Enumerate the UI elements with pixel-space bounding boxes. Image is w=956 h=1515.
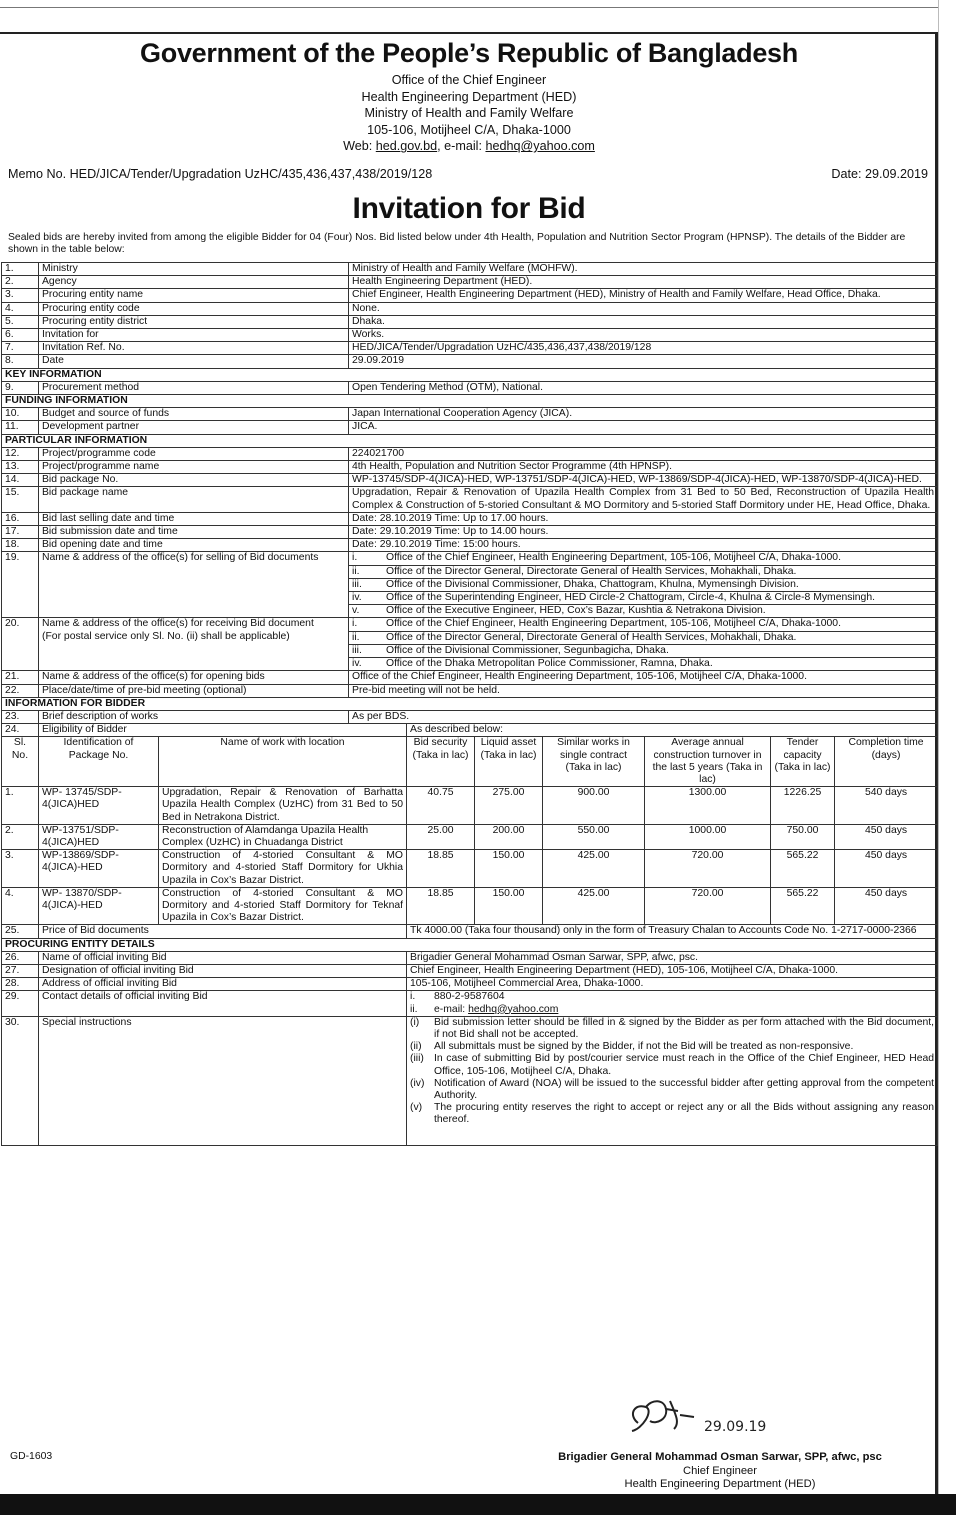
section-heading: INFORMATION FOR BIDDER [2,697,938,710]
table-row: 22. Place/date/time of pre-bid meeting (optional) Pre-bid meeting will not be held. [2,684,938,697]
table-row: 11. Development partner JICA. [2,421,938,434]
department-name: Health Engineering Department (HED) [361,89,577,104]
table-row: 25. Price of Bid documents Tk 4000.00 (Taka four thousand) only in the form of Treasury Chalan to Accounts Code No. 1-2717-0000-2366 [2,925,938,938]
phone-number: 880-2-9587604 [434,991,505,1003]
gd-code: GD-1603 [10,1451,53,1462]
table-row: 14. Bid package No. WP-13745/SDP-4(JICA)-HED, WP-13751/SDP-4(JICA)-HED, WP-13869/SDP-4(JICA)-HED, WP-13870/SDP-4(JICA)-HED. [2,474,938,487]
office-address-block [0,72,938,155]
email-link[interactable]: hedhq@yahoo.com [485,139,595,154]
section-heading: PARTICULAR INFORMATION [2,434,938,447]
table-row: 12. Project/programme code 224021700 [2,447,938,460]
contact-details: i. 880-2-9587604 ii. e-mail: hedhq@yahoo.com [407,991,938,1016]
table-row: 16. Bid last selling date and time Date: 28.10.2019 Time: Up to 17.00 hours. [2,512,938,525]
table-row: 8. Date 29.09.2019 [2,355,938,368]
web-line: Web: hed.gov.bd, e-mail: hedhq@yahoo.com [343,139,595,154]
signature-block [520,1451,920,1492]
section-heading: PROCURING ENTITY DETAILS [2,938,938,951]
table-row: 3. Procuring entity name Chief Engineer, Health Engineering Department (HED), Ministry of Health and Family Welfare, Head Office, Dhaka. [2,289,938,302]
table-row: 30. Special instructions (i) Bid submission letter should be filled in & signed by the Bidder as per form attached with the Bid document, if not Bid shall not be accepted. (ii) All submittals must be signed by the Bidder, if not the Bid will be treated as non-responsive. (iii) In case of submitting Bid by post/courier service must reach in the Office of the Chief Engineer, HED Head Office, 105-106, Motijheel C/A, Dhaka. (iv) Notification of Award (NOA) will be issued to the successful bidder after getting approval from the competent Authority. (v) The procuring entity reserves the right to accept or reject any or all the Bids without assigning any reason thereof. [2,1016,938,1145]
contact-email-link[interactable]: hedhq@yahoo.com [468,1003,559,1015]
table-row: 15. Bid package name Upgradation, Repair & Renovation of Upazila Health Complex from 31 Bed to 50 Bed, Reconstruction of Upazila Health Complex & Construction of 5-storied Consultant & MO Dormitory and 5-storied Staff Dormitory under HE, Head Office, Dhaka. [2,487,938,512]
table-row: 4. Procuring entity code None. [2,302,938,315]
section-heading: KEY INFORMATION [2,368,938,381]
signer-name: Brigadier General Mohammad Osman Sarwar, SPP, afwc, psc [558,1451,882,1463]
web-link[interactable]: hed.gov.bd [375,139,438,154]
bid-details-table [1,262,938,1146]
table-row: 13. Project/programme name 4th Health, Population and Nutrition Sector Programme (4th HPNSP). [2,461,938,474]
table-row: 17. Bid submission date and time Date: 29.10.2019 Time: Up to 14.00 hours. [2,526,938,539]
table-row: 28. Address of official inviting Bid 105-106, Motijheel Commercial Area, Dhaka-1000. [2,978,938,991]
table-row: 10. Budget and source of funds Japan International Cooperation Agency (JICA). [2,408,938,421]
government-heading: Government of the People’s Republic of Bangladesh [140,38,798,68]
signer-department: Health Engineering Department (HED) [624,1478,816,1491]
special-instructions-list: (i) Bid submission letter should be filled in & signed by the Bidder as per form attached with the Bid document, if not Bid shall not be accepted. (ii) All submittals must be signed by the Bidder, if not the Bid will be treated as non-responsive. (iii) In case of submitting Bid by post/courier service must reach in the Office of the Chief Engineer, HED Head Office, 105-106, Motijheel C/A, Dhaka. (iv) Notification of Award (NOA) will be issued to the successful bidder after getting approval from the competent Authority. (v) The procuring entity reserves the right to accept or reject any or all the Bids without assigning any reason thereof. [407,1016,938,1145]
table-row: 29. Contact details of official inviting Bid i. 880-2-9587604 ii. e-mail: hedhq@yahoo.com [2,991,938,1016]
scan-margin-bottom [0,1494,956,1515]
intro-paragraph: Sealed bids are hereby invited from among the eligible Bidder for 04 (Four) Nos. Bid listed below under 4th Health, Population and Nutrition Sector Program (HPNSP). The details of the Bidder are shown in the table below: [8,232,906,255]
receiving-offices-list: i. Office of the Chief Engineer, Health Engineering Department, 105-106, Motijheel C/A, Dhaka-1000. ii. Office of the Director General, Directorate General of Health Services, Mohakhali, Dhaka. iii. Office of the Divisional Commissioner, Segunbagicha, Dhaka. iv. Office of the Dhaka Metropolitan Police Commissioner, Ramna, Dhaka. [349,618,938,671]
package-row: 4. WP- 13870/SDP-4(JICA)-HED Construction of 4-storied Consultant & MO Dormitory and 4-storied Staff Dormitory for Teknaf Upazila in Cox’s Bazar District. 18.85 150.00 425.00 720.00 565.22 450 days [2,887,938,925]
table-row: 6. Invitation for Works. [2,329,938,342]
office-name: Office of the Chief Engineer [391,73,547,87]
office-address: 105-106, Motijheel C/A, Dhaka-1000 [367,122,571,137]
table-row: 23. Brief description of works As per BDS. [2,710,938,723]
table-row: 24. Eligibility of Bidder As described below: [2,724,938,737]
table-row: 19. Name & address of the office(s) for selling of Bid documents i. Office of the Chief Engineer, Health Engineering Department, 105-106, Motijheel C/A, Dhaka-1000. ii. Office of the Director General, Directorate General of Health Services, Mohakhali, Dhaka. iii. Office of the Divisional Commissioner, Dhaka, Chattogram, Khulna, Mymensingh Division. iv. Office of the Superintending Engineer, HED Circle-2 Chattogram, Circle-4, Khulna & Circle-8 Mymensingh. v. Office of the Executive Engineer, HED, Cox’s Bazar, Kushtia & Netrakona Division. [2,552,938,618]
package-row: 2. WP-13751/SDP-4(JICA)HED Reconstruction of Alamdanga Upazila Health Complex (UzHC) in Chuadanga District 25.00 200.00 550.00 1000.00 750.00 450 days [2,824,938,849]
section-heading: FUNDING INFORMATION [2,395,938,408]
table-row: 20. Name & address of the office(s) for receiving Bid document (For postal service only Sl. No. (ii) shall be applicable) i. Office of the Chief Engineer, Health Engineering Department, 105-106, Motijheel C/A, Dhaka-1000. ii. Office of the Director General, Directorate General of Health Services, Mohakhali, Dhaka. iii. Office of the Divisional Commissioner, Segunbagicha, Dhaka. iv. Office of the Dhaka Metropolitan Police Commissioner, Ramna, Dhaka. [2,618,938,671]
document-title: Invitation for Bid [352,192,586,225]
memo-date: Date: 29.09.2019 [831,167,928,181]
package-row: 3. WP-13869/SDP-4(JICA)-HED Construction of 4-storied Consultant & MO Dormitory and 4-storied Staff Dormitory for Ukhia Upazila in Cox’s Bazar District. 18.85 150.00 425.00 720.00 565.22 450 days [2,850,938,888]
signer-designation: Chief Engineer [682,1464,757,1477]
table-row: 5. Procuring entity district Dhaka. [2,315,938,328]
signature-mark [620,1395,820,1445]
table-row: 27. Designation of official inviting Bid Chief Engineer, Health Engineering Department (HED), 105-106, Motijheel C/A, Dhaka-1000. [2,964,938,977]
package-row: 1. WP- 13745/SDP-4(JICA)HED Upgradation, Repair & Renovation of Barhatta Upazila Health Complex (UzHC) from 31 Bed to 50 Bed in Netrakona District. 40.75 275.00 900.00 1300.00 1226.25 540 days [2,787,938,825]
memo-number: Memo No. HED/JICA/Tender/Upgradation UzHC/435,436,437,438/2019/128 [8,167,433,181]
table-row: 18. Bid opening date and time Date: 29.10.2019 Time: 15:00 hours. [2,539,938,552]
signature-date: 29.09.19 [704,1419,767,1435]
table-row: 21. Name & address of the office(s) for opening bids Office of the Chief Engineer, Health Engineering Department, 105-106, Motijheel C/A, Dhaka-1000. [2,671,938,684]
table-row: 26. Name of official inviting Bid Brigadier General Mohammad Osman Sarwar, SPP, afwc, psc. [2,951,938,964]
table-row: 1. Ministry Ministry of Health and Family Welfare (MOHFW). [2,263,938,276]
ministry-name: Ministry of Health and Family Welfare [364,106,574,121]
top-rule [0,7,956,8]
table-row: 2. Agency Health Engineering Department (HED). [2,276,938,289]
package-header-row: Sl. No. Identification of Package No. Name of work with location Bid security (Taka in lac) Liquid asset (Taka in lac) Similar works in single contract (Taka in lac) Average annual construction turnover in the last 5 years (Taka in lac) Tender capacity (Taka in lac) Completion time (days) [2,737,938,787]
table-row: 9. Procurement method Open Tendering Method (OTM), National. [2,381,938,394]
scan-margin-right [938,0,956,1515]
selling-offices-list: i. Office of the Chief Engineer, Health Engineering Department, 105-106, Motijheel C/A, Dhaka-1000. ii. Office of the Director General, Directorate General of Health Services, Mohakhali, Dhaka. iii. Office of the Divisional Commissioner, Dhaka, Chattogram, Khulna, Mymensingh Division. iv. Office of the Superintending Engineer, HED Circle-2 Chattogram, Circle-4, Khulna & Circle-8 Mymensingh. v. Office of the Executive Engineer, HED, Cox’s Bazar, Kushtia & Netrakona Division. [349,552,938,618]
table-row: 7. Invitation Ref. No. HED/JICA/Tender/Upgradation UzHC/435,436,437,438/2019/128 [2,342,938,355]
